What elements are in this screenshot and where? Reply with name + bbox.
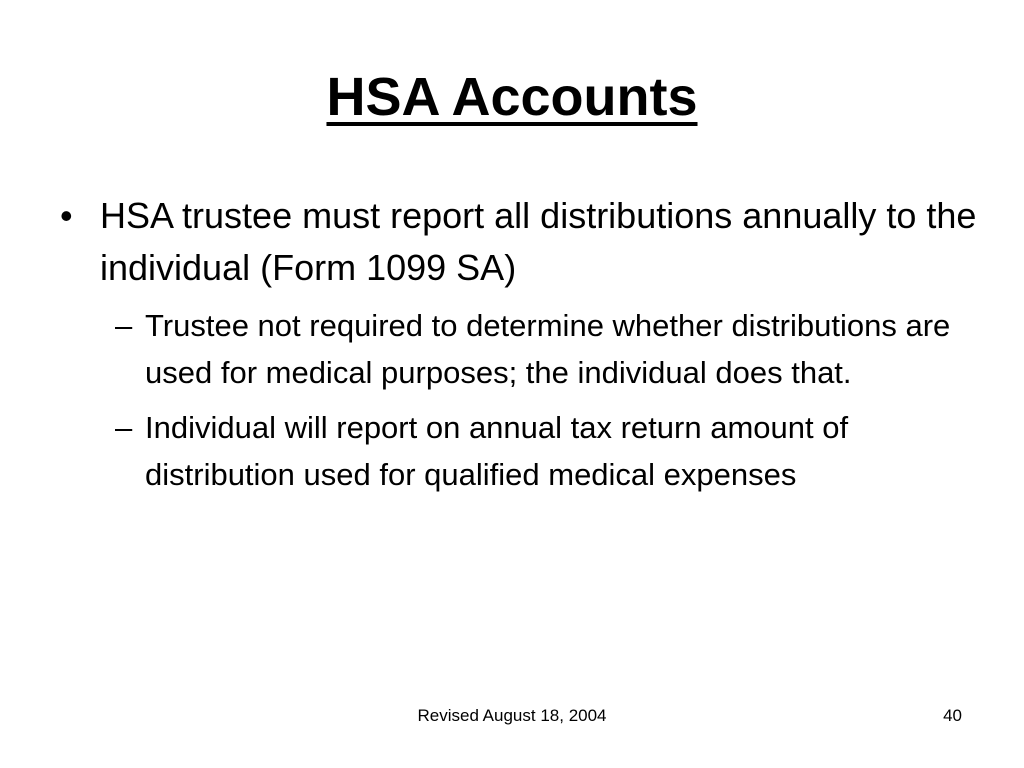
sub-bullet-marker: – <box>115 410 133 445</box>
slide-title <box>0 64 1024 130</box>
footer-page-number: 40 <box>943 706 962 725</box>
sub-bullet-marker: – <box>115 308 133 343</box>
bullet-text: HSA trustee must report all distributions annually to the individual (Form 1099 SA) <box>100 195 977 288</box>
footer-revision-date: Revised August 18, 2004 <box>417 706 607 725</box>
sub-bullet-item <box>60 302 980 396</box>
slide-title-text: HSA Accounts <box>326 67 698 127</box>
sub-bullet-item <box>60 404 980 498</box>
sub-bullet-text: Trustee not required to determine whether distributions are used for medical purposes; the individual does that. <box>145 308 951 390</box>
sub-bullet-text: Individual will report on annual tax return amount of distribution used for qualified medical expenses <box>145 410 849 492</box>
bullet-item <box>60 190 980 294</box>
bullet-marker: • <box>60 195 73 236</box>
slide-body <box>60 190 980 506</box>
